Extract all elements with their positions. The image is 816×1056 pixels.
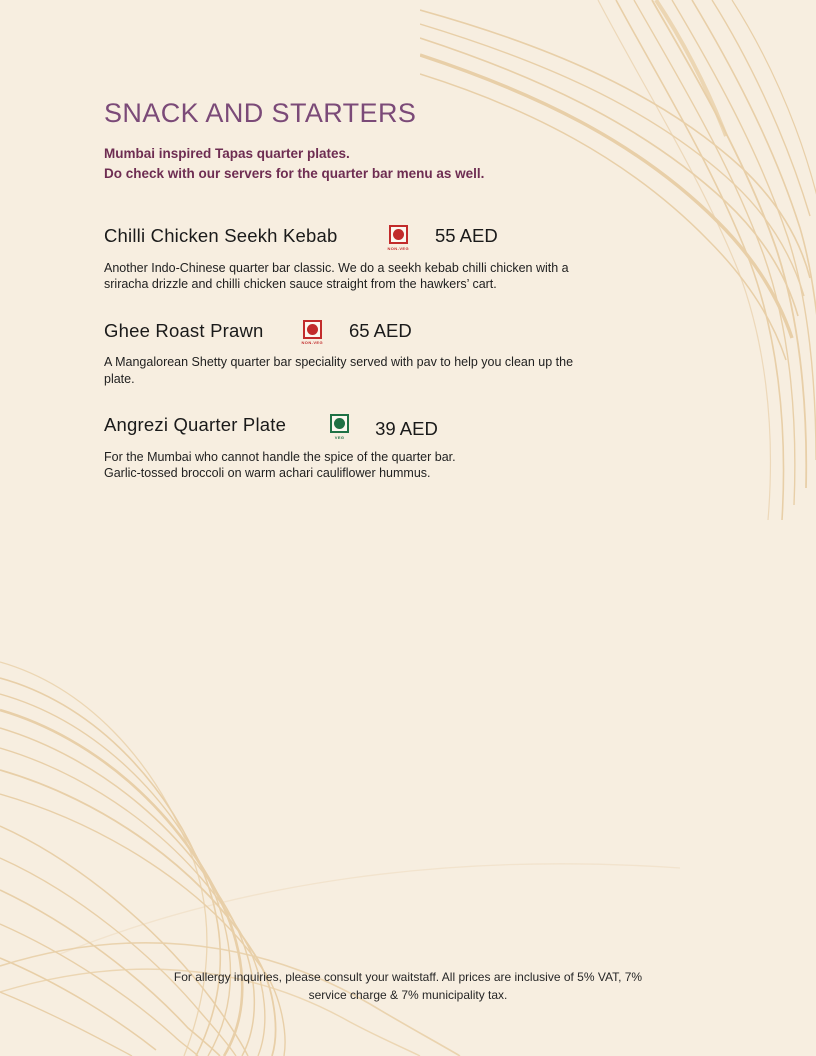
diet-label: VEG [334, 434, 345, 440]
item-description-line: For the Mumbai who cannot handle the spice of the quarter bar. [104, 449, 456, 464]
item-price: 55 AED [434, 225, 498, 246]
diet-dot [393, 229, 404, 240]
item-price: 65 AED [348, 319, 412, 341]
footer-line: For allergy inquiries, please consult your waitstaff. All prices are inclusive of 5% VAT, 7% [173, 970, 643, 984]
item-description-line: sriracha drizzle and chilli chicken sauce straight from the hawkers’ cart. [104, 277, 497, 291]
diet-square [303, 320, 322, 339]
diet-label: NON-VEG [387, 245, 409, 251]
non-veg-icon [388, 225, 409, 251]
subtitle-line: Mumbai inspired Tapas quarter plates. [104, 146, 350, 161]
item-description-line: Garlic-tossed broccoli on warm achari cauliflower hummus. [104, 466, 431, 480]
item-row [104, 224, 674, 251]
diet-dot [307, 324, 318, 335]
footer-note [0, 968, 816, 1004]
diet-dot [334, 418, 345, 429]
item-description [104, 354, 674, 387]
item-row [104, 319, 674, 346]
item-name: Angrezi Quarter Plate [104, 414, 287, 435]
menu-item [104, 224, 674, 293]
menu-content [104, 98, 674, 508]
item-row [104, 413, 674, 440]
item-name: Chilli Chicken Seekh Kebab [104, 225, 338, 246]
item-price: 39 AED [375, 418, 438, 439]
item-description [104, 449, 674, 482]
item-description-line: plate. [104, 371, 135, 386]
item-name: Ghee Roast Prawn [104, 319, 264, 341]
item-description-line: Another Indo-Chinese quarter bar classic. We do a seekh kebab chilli chicken with a [104, 260, 569, 275]
menu-item [104, 413, 674, 482]
diet-label: NON-VEG [301, 340, 323, 345]
item-description-line: A Mangalorean Shetty quarter bar speciality served with pav to help you clean up the [104, 355, 574, 369]
item-description [104, 260, 674, 293]
diet-square [330, 414, 349, 433]
section-subtitle [104, 144, 674, 184]
diet-square [389, 225, 408, 244]
page-title: SNACK AND STARTERS [104, 98, 417, 128]
non-veg-icon [302, 320, 323, 346]
veg-icon [330, 414, 349, 440]
subtitle-line: Do check with our servers for the quarter bar menu as well. [104, 166, 485, 181]
footer-line: service charge & 7% municipality tax. [308, 988, 508, 1002]
menu-item-list [104, 224, 674, 482]
menu-item [104, 319, 674, 388]
